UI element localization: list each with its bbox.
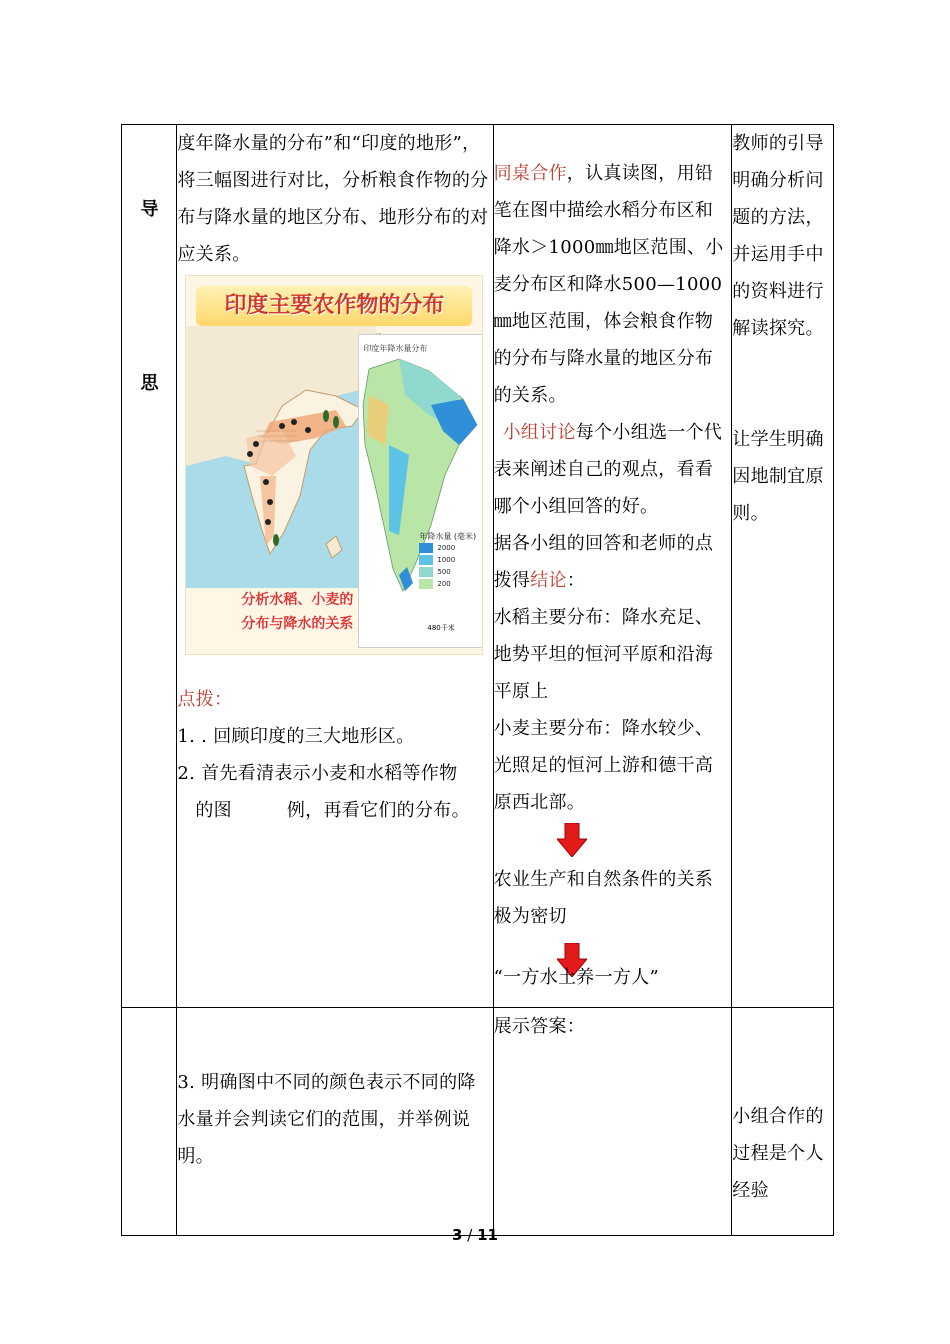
stage-cell-empty bbox=[122, 1008, 177, 1236]
arrow-down-icon bbox=[557, 823, 587, 857]
design-note-1: 教师的引导明确分析问题的方法，并运用手中的资料进行解读探究。 bbox=[732, 133, 824, 339]
map-scale: 480千米 bbox=[427, 624, 455, 632]
table-row bbox=[122, 125, 834, 1008]
stage-char-1: 导 bbox=[140, 199, 159, 220]
guidance-cell bbox=[177, 125, 493, 1008]
lesson-table bbox=[121, 124, 834, 1236]
india-crop-map-figure bbox=[185, 275, 483, 655]
relation-text: 农业生产和自然条件的关系极为密切 bbox=[493, 869, 714, 927]
answer-label: 展示答案： bbox=[493, 1016, 586, 1037]
figure-title: 印度主要农作物的分布 bbox=[196, 286, 472, 326]
figure-caption: 分析水稻、小麦的 分布与降水的关系 bbox=[241, 592, 354, 632]
legend-item: 500 bbox=[419, 566, 477, 578]
student-activity-cell bbox=[493, 125, 732, 1008]
tip-item-2: 2. 首先看清表示小麦和水稻等作物 的图 例，再看它们的分布。 bbox=[177, 763, 470, 821]
tip-item-3: 3. 明确图中不同的颜色表示不同的降水量并会判读它们的范围，并举例说明。 bbox=[177, 1072, 476, 1167]
page-number: 3 / 11 bbox=[452, 1226, 498, 1244]
pair-cooperation: 同桌合作，认真读图，用铅笔在图中描绘水稻分布区和降水＞1000㎜地区范围、小麦分布区和降水500—1000㎜地区范围，体会粮食作物的分布与降水量的地区分布的关系。 bbox=[493, 163, 724, 406]
rainfall-map-title: 印度年降水量分布 bbox=[363, 344, 428, 353]
tip-heading: 点拨： bbox=[177, 689, 233, 710]
legend-item: 2000 bbox=[419, 542, 477, 554]
group-discussion: 小组讨论每个小组选一个代表来阐述自己的观点，看看哪个小组回答的好。 bbox=[493, 422, 723, 517]
conclusion-intro: 据各小组的回答和老师的点拨得结论： bbox=[493, 533, 714, 591]
crop-distribution-map bbox=[186, 326, 376, 588]
tip-item-1: 1. . 回顾印度的三大地形区。 bbox=[177, 726, 415, 747]
rice-distribution: 水稻主要分布：降水充足、地势平坦的恒河平原和沿海平原上 bbox=[493, 607, 714, 702]
rainfall-legend bbox=[419, 531, 477, 590]
design-note-2: 让学生明确因地制宜原则。 bbox=[732, 429, 824, 524]
intro-text: 度年降水量的分布”和“印度的地形”，将三幅图进行对比，分析粮食作物的分布与降水量的地区分布、地形分布的对应关系。 bbox=[177, 133, 489, 265]
proverb-text: “一方水土养一方人” bbox=[493, 967, 659, 988]
design-note-3: 小组合作的过程是个人经验 bbox=[732, 1106, 824, 1201]
legend-item: 1000 bbox=[419, 554, 477, 566]
table-row bbox=[122, 1008, 834, 1236]
wheat-distribution: 小麦主要分布：降水较少、光照足的恒河上游和德干高原西北部。 bbox=[493, 718, 714, 813]
guidance-cell bbox=[177, 1008, 493, 1236]
legend-title: 年降水量 (毫米) bbox=[419, 532, 477, 541]
design-intent-cell bbox=[732, 125, 834, 1008]
stage-cell bbox=[122, 125, 177, 1008]
stage-char-2: 思 bbox=[140, 373, 159, 394]
legend-item: 200 bbox=[419, 578, 477, 590]
design-intent-cell bbox=[732, 1008, 834, 1236]
student-activity-cell bbox=[493, 1008, 732, 1236]
